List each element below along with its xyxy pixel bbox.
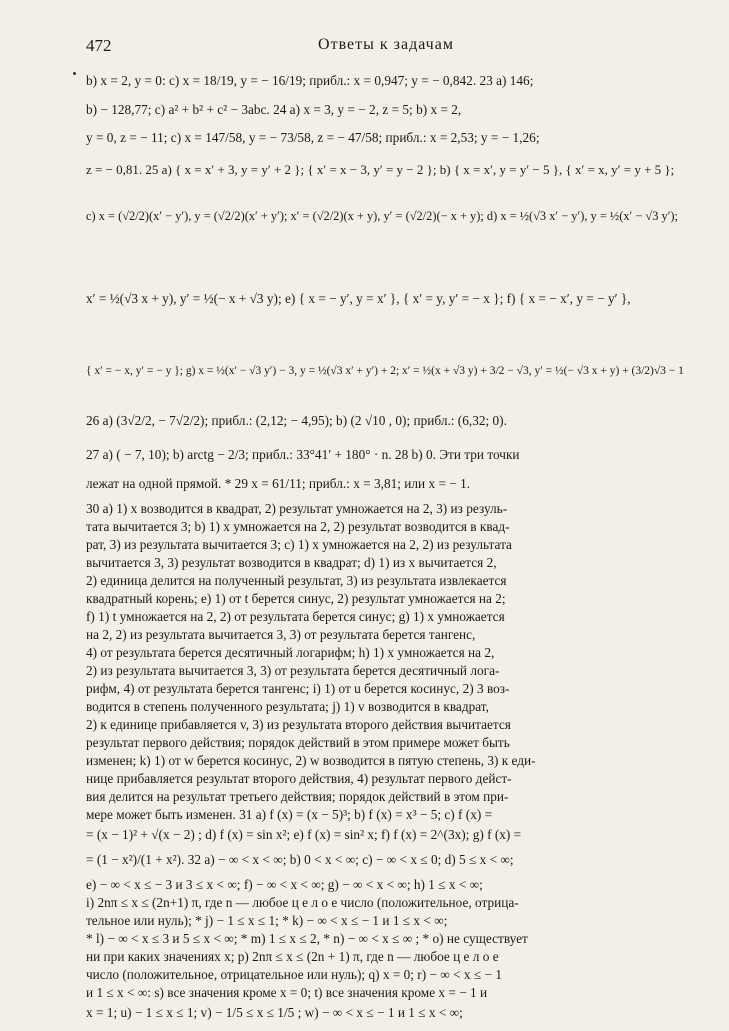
print-speck [73, 72, 76, 75]
answer-line-27: вия делится на результат третьего действия; порядок действий в этом при- [86, 789, 509, 804]
answer-line-10: лежат на одной прямой. * 29 x = 61/11; прибл.: x = 3,81; или x = − 1. [86, 476, 471, 491]
answer-line-16: квадратный корень; e) 1) от t берется синус, 2) результат умножается на 2; [86, 591, 506, 606]
answer-line-30: = (1 − x²)/(1 + x²). 32 a) − ∞ < x < ∞; b) 0 < x < ∞; c) − ∞ < x ≤ 0; d) 5 ≤ x < ∞; [86, 852, 514, 867]
answer-line-15: 2) единица делится на полученный результат, 3) из результата извлекается [86, 573, 507, 588]
answer-line-35: ни при каких значениях x; p) 2nπ ≤ x ≤ (2n + 1) π, где n — любое ц е л о е [86, 949, 499, 964]
answer-line-32: i) 2nπ ≤ x ≤ (2n+1) π, где n — любое ц е л о е число (положительное, отрица- [86, 895, 519, 910]
answer-line-38: x = 1; u) − 1 ≤ x ≤ 1; v) − 1/5 ≤ x ≤ 1/5 ; w) − ∞ < x ≤ − 1 и 1 ≤ x < ∞; [86, 1005, 463, 1020]
answer-line-1: b) x = 2, y = 0: c) x = 18/19, y = − 16/19; прибл.: x = 0,947; y = − 0,842. 23 a) 146; [86, 73, 534, 88]
answer-line-34: * l) − ∞ < x ≤ 3 и 5 ≤ x < ∞; * m) 1 ≤ x ≤ 2, * n) − ∞ < x ≤ ∞ ; * o) не существует [86, 931, 528, 946]
answer-line-17: f) 1) t умножается на 2, 2) от результата берется синус; g) 1) x умножается [86, 609, 505, 624]
answer-line-9: 27 a) ( − 7, 10); b) arctg − 2/3; прибл.: 33°41′ + 180° · n. 28 b) 0. Эти три точки [86, 447, 520, 462]
answer-line-23: 2) к единице прибавляется v, 3) из результата второго действия вычитается [86, 717, 511, 732]
answer-line-28: мере может быть изменен. 31 a) f (x) = (x − 5)³; b) f (x) = x³ − 5; c) f (x) = [86, 807, 493, 822]
answer-line-18: на 2, 2) из результата вычитается 3, 3) от результата берется тангенс, [86, 627, 476, 642]
answer-line-36: число (положительное, отрицательное или нуль); q) x = 0; r) − ∞ < x ≤ − 1 [86, 967, 503, 982]
answer-line-2: b) − 128,77; c) a² + b² + c² − 3abc. 24 a) x = 3, y = − 2, z = 5; b) x = 2, [86, 102, 462, 117]
answer-line-12: тата вычитается 3; b) 1) x умножается на 2, 2) результат возводится в квад- [86, 519, 510, 534]
answer-line-29: = (x − 1)² + √(x − 2) ; d) f (x) = sin x²; e) f (x) = sin² x; f) f (x) = 2^(3x); g) f (x) = [86, 827, 522, 842]
answer-line-14: вычитается 3, 3) результат возводится в квадрат; d) 1) из x вычитается 2, [86, 555, 497, 570]
answer-line-33: тельное или нуль); * j) − 1 ≤ x ≤ 1; * k) − ∞ < x ≤ − 1 и 1 ≤ x < ∞; [86, 913, 448, 928]
answer-line-37: и 1 ≤ x < ∞: s) все значения кроме x = 0; t) все значения кроме x = − 1 и [86, 985, 488, 1000]
answer-line-24: результат первого действия; порядок действий в этом примере может быть [86, 735, 510, 750]
answer-line-13: рат, 3) из результата вычитается 3; c) 1) x умножается на 2, 2) из результата [86, 537, 512, 552]
answer-line-6: x′ = ½(√3 x + y), y′ = ½(− x + √3 y); e) { x = − y′, y = x′ }, { x′ = y, y′ = − x }; f) { x = − x′, y = − y′ }, [86, 291, 631, 306]
page-number: 472 [86, 36, 112, 55]
answer-line-20: 2) из результата вычитается 3, 3) от результата берется десятичный лога- [86, 663, 500, 678]
answer-line-8: 26 a) (3√2/2, − 7√2/2); прибл.: (2,12; − 4,95); b) (2 √10 , 0); прибл.: (6,32; 0). [86, 413, 507, 428]
answer-line-21: рифм, 4) от результата берется тангенс; i) 1) от u берется косинус, 2) 3 воз- [86, 681, 510, 696]
answer-line-31: e) − ∞ < x ≤ − 3 и 3 ≤ x < ∞; f) − ∞ < x < ∞; g) − ∞ < x < ∞; h) 1 ≤ x < ∞; [86, 877, 483, 892]
answer-line-25: изменен; k) 1) от w берется косинус, 2) w возводится в пятую степень, 3) к еди- [86, 753, 536, 768]
answer-line-26: нице прибавляется результат второго действия, 4) результат первого дейст- [86, 771, 512, 786]
answer-line-19: 4) от результата берется десятичный логарифм; h) 1) x умножается на 2, [86, 645, 495, 660]
answer-line-5: c) x = (√2/2)(x′ − y′), y = (√2/2)(x′ + y′); x′ = (√2/2)(x + y), y′ = (√2/2)(− x + y); d) x = ½(√3 x′ − y′), y = ½(x′ − √3 y′); [86, 209, 678, 223]
answer-line-3: y = 0, z = − 11; c) x = 147/58, y = − 73/58, z = − 47/58; прибл.: x = 2,53; y = − 1,26; [86, 130, 540, 145]
answer-line-7: { x′ = − x, y′ = − y }; g) x = ½(x′ − √3 y′) − 3, y = ½(√3 x′ + y′) + 2; x′ = ½(x + √3 y) + 3/2 − √3, y′ = ½(− √3 x + y) + (3/2)√3 − 1 [86, 365, 684, 377]
page-header [86, 36, 686, 62]
page-title: Ответы к задачам [318, 36, 454, 53]
answer-line-11: 30 a) 1) x возводится в квадрат, 2) результат умножается на 2, 3) из резуль- [86, 501, 508, 516]
answer-line-22: водится в степень полученного результата; j) 1) v возводится в квадрат, [86, 699, 489, 714]
answer-line-4: z = − 0,81. 25 a) { x = x′ + 3, y = y′ + 2 }; { x′ = x − 3, y′ = y − 2 }; b) { x = x′, y = y′ − 5 }, { x′ = x, y′ = y + 5 }; [86, 162, 675, 177]
